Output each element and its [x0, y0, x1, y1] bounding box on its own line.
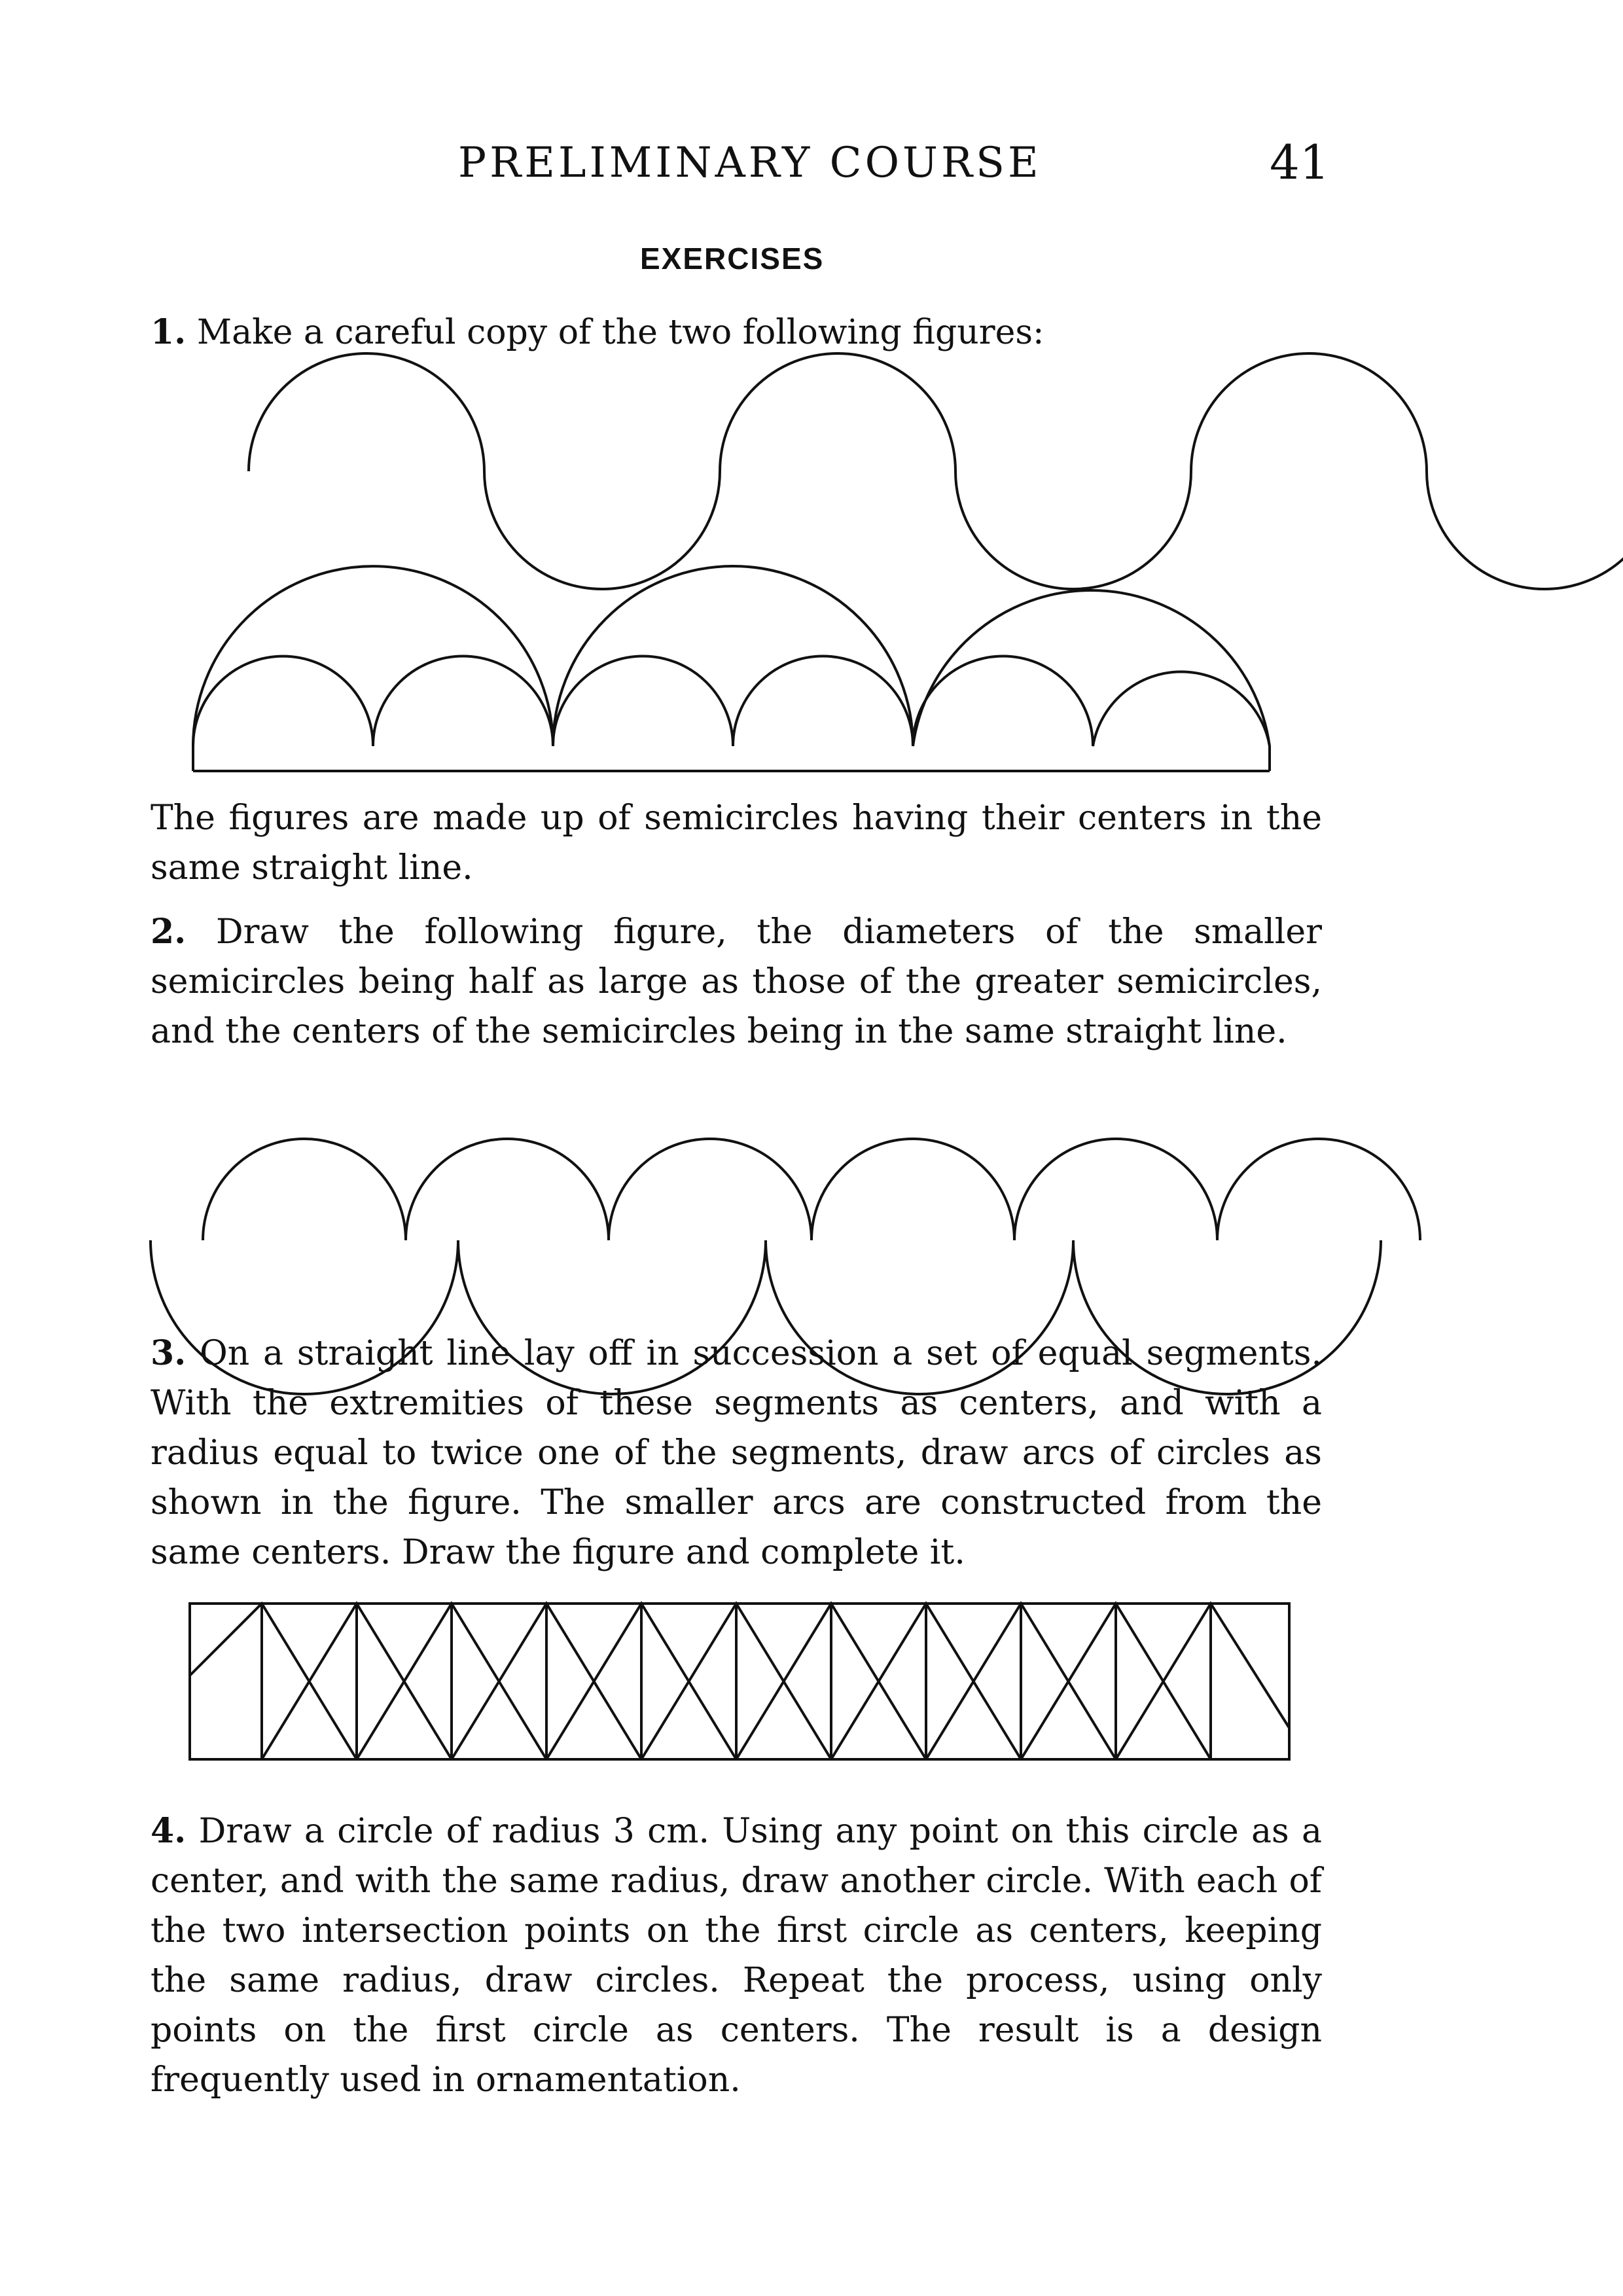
figures-note: The figures are made up of semicircles having their centers in the same straight line.: [151, 798, 1322, 888]
exercise-2-number: 2.: [151, 912, 187, 952]
section-title: EXERCISES: [640, 242, 825, 276]
exercise-1-text: Make a careful copy of the two following figures:: [196, 313, 1044, 352]
running-title: PRELIMINARY COURSE: [458, 139, 1042, 187]
semicircle-row-figure: [193, 566, 1270, 771]
interlock-figure: [151, 1139, 1420, 1394]
exercise-4-number: 4.: [151, 1811, 187, 1851]
exercise-1-number: 1.: [151, 312, 187, 352]
exercise-2-text: Draw the following figure, the diameters of the smaller semicircles being half as large as those of the greater semicircles, and the centers of the semicircles being in the same straight line.: [151, 912, 1323, 1051]
exercise-3-text: On a straight line lay off in succession a set of equal segments. With the extremities of these segments as centers, and with a radius equal to twice one of the segments, draw arcs of circles as shown in the figure. The smaller arcs are constructed from the same centers. Draw the figure and complete it.: [151, 1334, 1322, 1572]
page-number: 41: [1270, 135, 1330, 190]
exercise-3-number: 3.: [151, 1333, 187, 1373]
arcs-rectangle-figure: [190, 1604, 1289, 1759]
exercise-4-text: Draw a circle of radius 3 cm. Using any point on this circle as a center, and with the same radius, draw another circle. With each of the two intersection points on the first circle as centers, keeping the same radius, draw circles. Repeat the process, using only points on the first circle as centers. The result is a design frequently used in ornamentation.: [151, 1812, 1323, 2100]
wave-figure: [249, 353, 1623, 589]
